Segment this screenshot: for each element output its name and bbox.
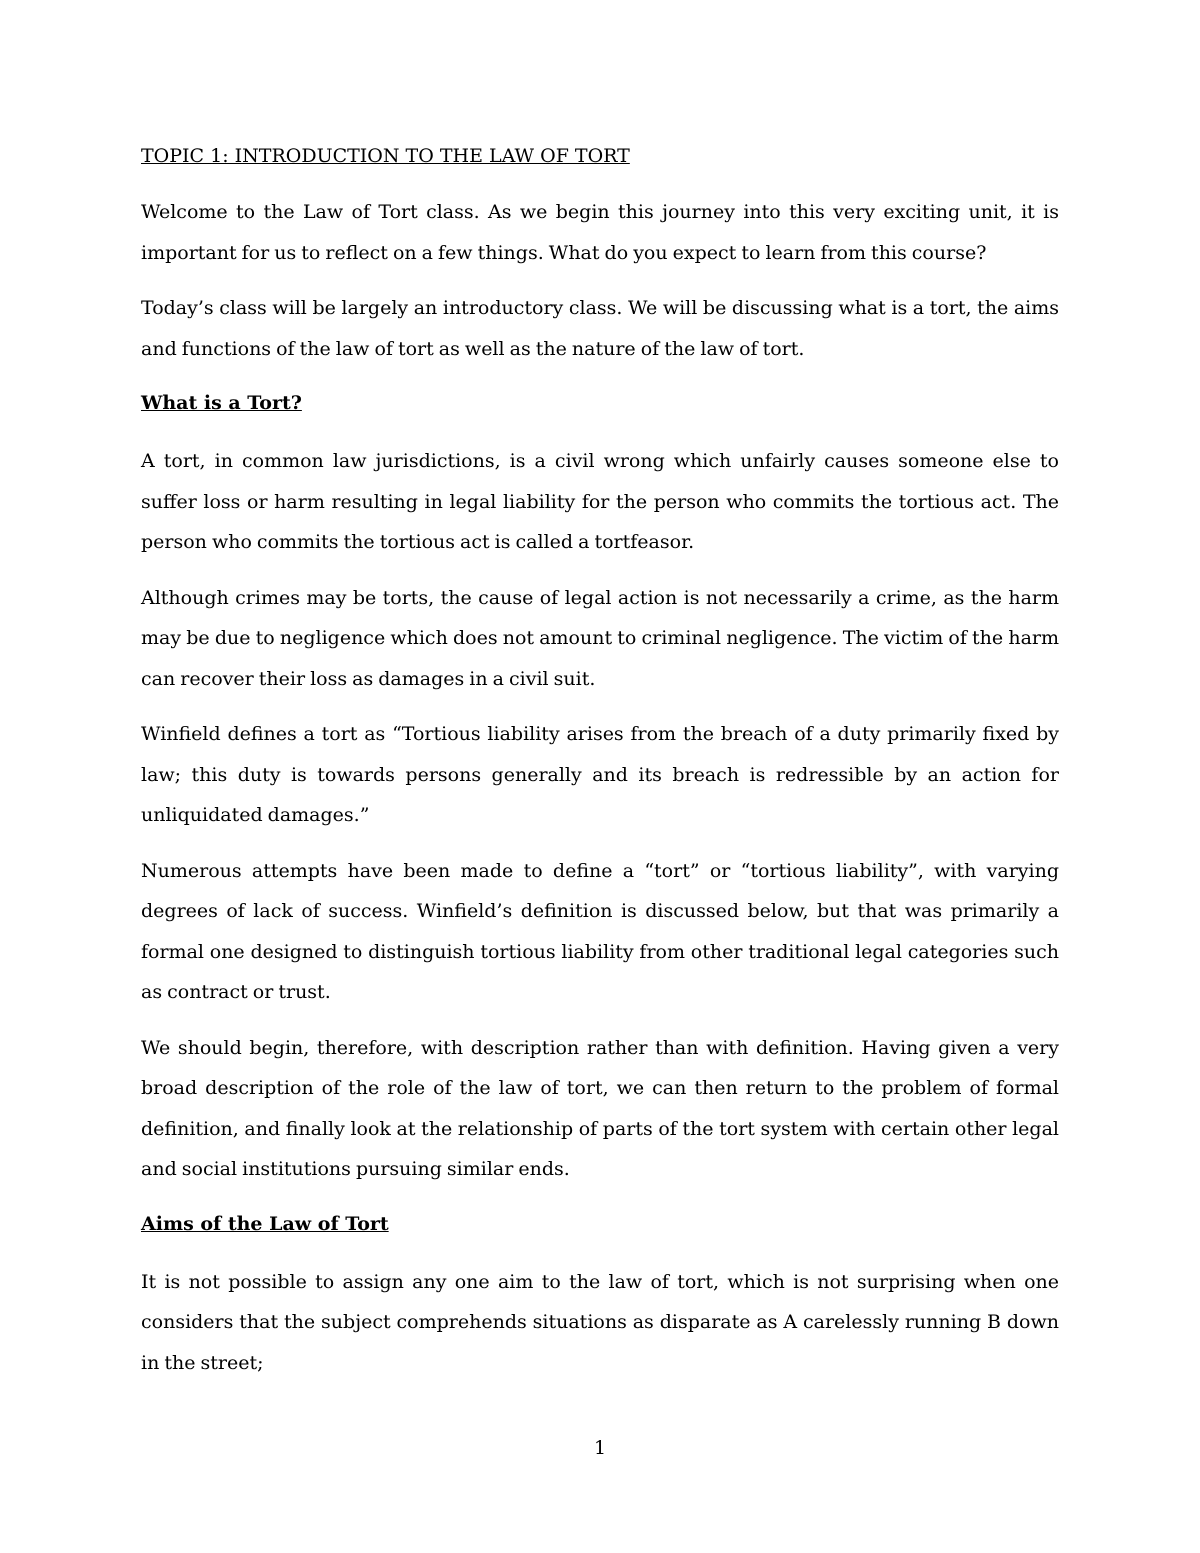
section1-paragraph-2: Although crimes may be torts, the cause of legal action is not necessarily a crime, as the harm may be due to negligence which does not amount to criminal negligence. The victim of the harm can recover their loss as damages in a civil suit. bbox=[141, 586, 1059, 690]
section2-paragraph-1: It is not possible to assign any one aim to the law of tort, which is not surprising when one considers that the subject comprehends situations as disparate as A carelessly running B down in the street; bbox=[141, 1270, 1059, 1374]
section1-paragraph-1: A tort, in common law jurisdictions, is a civil wrong which unfairly causes someone else to suffer loss or harm resulting in legal liability for the person who commits the tortious act. The person who commits the tortious act is called a tortfeasor. bbox=[141, 450, 1059, 553]
document-page bbox=[141, 142, 1059, 1398]
page-number: 1 bbox=[593, 1437, 607, 1459]
document-title: TOPIC 1: INTRODUCTION TO THE LAW OF TORT bbox=[141, 145, 630, 167]
section1-paragraph-4: Numerous attempts have been made to define a “tort” or “tortious liability”, with varying degrees of lack of success. Winfield’s definition is discussed below, but that was primarily a formal one designed to distinguish tortious liability from other traditional legal categories such as contract or trust. bbox=[141, 859, 1059, 1003]
intro-paragraph-2: Today’s class will be largely an introductory class. We will be discussing what is a tort, the aims and functions of the law of tort as well as the nature of the law of tort. bbox=[141, 297, 1059, 360]
section-heading-what-is-a-tort: What is a Tort? bbox=[141, 392, 302, 414]
section1-paragraph-5: We should begin, therefore, with description rather than with definition. Having given a very broad description of the role of the law of tort, we can then return to the problem of formal definition, and finally look at the relationship of parts of the tort system with certain other legal and social institutions pursuing similar ends. bbox=[141, 1036, 1059, 1180]
intro-paragraph-1: Welcome to the Law of Tort class. As we begin this journey into this very exciting unit, it is important for us to reflect on a few things. What do you expect to learn from this course? bbox=[141, 201, 1059, 264]
section-heading-aims-of-the-law-of-tort: Aims of the Law of Tort bbox=[141, 1212, 389, 1235]
section1-paragraph-3: Winfield defines a tort as “Tortious liability arises from the breach of a duty primarily fixed by law; this duty is towards persons generally and its breach is redressible by an action for unliquidated damages.” bbox=[141, 723, 1059, 826]
